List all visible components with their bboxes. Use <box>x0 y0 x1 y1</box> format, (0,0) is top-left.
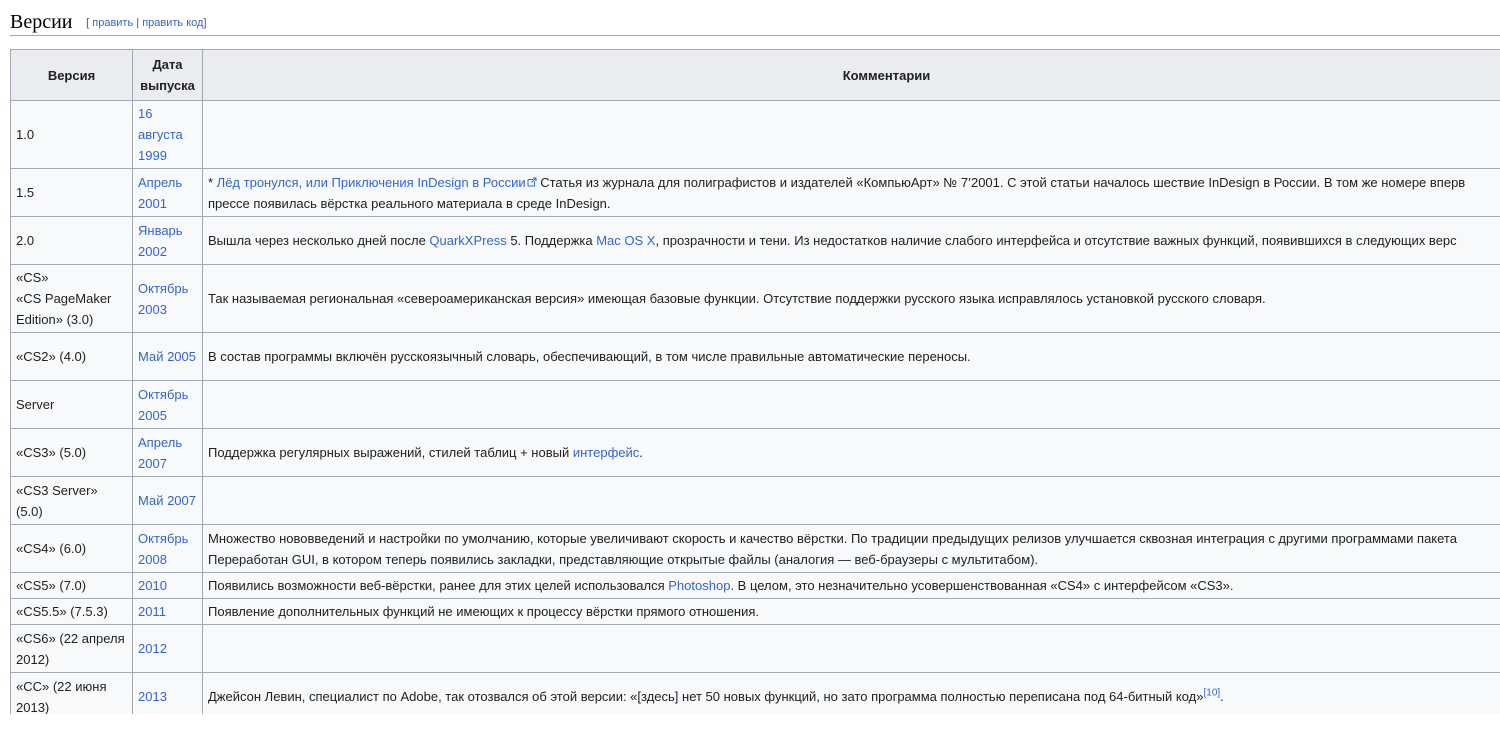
comment-text: Вышла через несколько дней после <box>208 233 430 248</box>
date-link[interactable]: 2011 <box>138 604 166 619</box>
date-cell <box>133 101 203 169</box>
date-link[interactable]: Май 2005 <box>138 349 196 364</box>
date-link[interactable]: Октябрь 2003 <box>138 280 189 317</box>
version-text: «CS5.5» (7.5.3) <box>16 604 108 619</box>
date-link[interactable]: Январь 2002 <box>138 222 183 259</box>
version-cell <box>11 477 133 525</box>
comment-text: . В целом, это незначительно усовершенствованная «CS4» с интерфейсом «CS3». <box>730 578 1234 593</box>
date-link[interactable]: Октябрь 2008 <box>138 530 189 567</box>
comment-cell <box>203 381 1500 429</box>
reference-sup <box>1203 688 1220 699</box>
date-cell <box>133 429 203 477</box>
table-row <box>11 599 1500 625</box>
header-version[interactable]: Версия <box>11 50 133 101</box>
table-row <box>11 477 1500 525</box>
version-text: «CS2» (4.0) <box>16 349 87 364</box>
table-row <box>11 333 1500 381</box>
reference-link[interactable]: [10] <box>1203 687 1221 699</box>
external-link-icon <box>527 177 537 187</box>
versions-table <box>10 49 1500 714</box>
table-row <box>11 429 1500 477</box>
header-date[interactable]: Дата выпуска <box>133 50 203 101</box>
version-cell <box>11 169 133 217</box>
date-link[interactable]: 2010 <box>138 578 167 593</box>
version-cell <box>11 573 133 599</box>
date-link[interactable]: Октябрь 2005 <box>138 386 189 423</box>
date-cell <box>133 265 203 333</box>
version-text: «CS3» (5.0) <box>16 445 87 460</box>
wiki-link[interactable]: QuarkXPress <box>429 233 507 248</box>
edit-separator: | <box>136 17 140 29</box>
comment-text: 5. Поддержка <box>506 233 597 248</box>
edit-link[interactable]: править <box>92 17 134 29</box>
date-link[interactable]: 16 августа 1999 <box>138 106 183 163</box>
date-link[interactable]: 2013 <box>138 689 167 704</box>
comment-cell <box>203 573 1500 599</box>
versions-table-wrap <box>10 49 1500 714</box>
version-text: 1.5 <box>16 185 35 200</box>
version-cell <box>11 525 133 573</box>
version-cell <box>11 673 133 715</box>
date-cell <box>133 573 203 599</box>
wiki-link[interactable]: Photoshop <box>668 578 731 593</box>
comment-cell <box>203 333 1500 381</box>
version-text: «CC» (22 июня 2013) <box>16 678 107 714</box>
date-cell <box>133 333 203 381</box>
table-row <box>11 101 1500 169</box>
edit-bracket-close: ] <box>203 17 207 29</box>
comment-text: Так называемая региональная «североамериканская версия» имеющая базовые функции. Отсутствие поддержки русского языка исправлялось установкой русского словаря. <box>208 291 1266 306</box>
edit-section-links <box>86 8 206 38</box>
date-link[interactable]: Апрель 2007 <box>138 434 183 471</box>
date-cell <box>133 673 203 715</box>
comment-cell <box>203 525 1500 573</box>
version-text: «CS» <box>16 270 49 285</box>
version-text: «CS3 Server» (5.0) <box>16 482 98 519</box>
date-cell <box>133 625 203 673</box>
table-row <box>11 169 1500 217</box>
date-cell <box>133 599 203 625</box>
edit-code-link[interactable]: править код <box>142 17 204 29</box>
version-text: «CS PageMaker Edition» (3.0) <box>16 291 112 327</box>
comment-text: В состав программы включён русскоязычный словарь, обеспечивающий, в том числе правильные автоматические переносы. <box>208 349 971 364</box>
version-cell <box>11 625 133 673</box>
external-link[interactable]: Лёд тронулся, или Приключения InDesign в России <box>216 174 526 190</box>
comment-cell <box>203 477 1500 525</box>
version-text: «CS5» (7.0) <box>16 578 87 593</box>
date-cell <box>133 217 203 265</box>
wiki-link[interactable]: интерфейс <box>572 445 640 460</box>
version-cell <box>11 599 133 625</box>
table-row <box>11 525 1500 573</box>
date-cell <box>133 477 203 525</box>
version-cell <box>11 333 133 381</box>
date-link[interactable]: 2012 <box>138 641 167 656</box>
edit-bracket-open: [ <box>86 17 90 29</box>
version-cell <box>11 265 133 333</box>
comment-text: . <box>1220 689 1224 704</box>
section-title: Версии <box>10 11 73 33</box>
comment-text: , прозрачности и тени. Из недостатков наличие слабого интерфейса и отсутствие важных функций, появившихся в следующих верс <box>655 233 1457 248</box>
comment-text: Появились возможности веб-вёрстки, ранее для этих целей использовался <box>208 578 669 593</box>
version-text: 1.0 <box>16 127 35 142</box>
version-cell <box>11 217 133 265</box>
comment-cell <box>203 169 1500 217</box>
date-cell <box>133 381 203 429</box>
version-text: «CS4» (6.0) <box>16 541 87 556</box>
comment-text: Статья из журнала для полиграфистов и издателей «КомпьюАрт» № 7’2001. С этой статьи началось шествие InDesign в России. В том же номере вперв <box>536 174 1466 190</box>
date-cell <box>133 169 203 217</box>
comment-cell <box>203 599 1500 625</box>
table-row <box>11 381 1500 429</box>
comment-text: Поддержка регулярных выражений, стилей таблиц + новый <box>208 445 573 460</box>
version-text: 2.0 <box>16 233 35 248</box>
date-link[interactable]: Апрель 2001 <box>138 174 183 211</box>
version-cell <box>11 101 133 169</box>
comment-cell <box>203 217 1500 265</box>
comment-text: Джейсон Левин, специалист по Adobe, так отозвался об этой версии: «[здесь] нет 50 новых функций, но зато программа полностью переписана под 64-битный код» <box>208 689 1204 704</box>
comment-text: Переработан GUI, в котором теперь появились закладки, представляющие открытые файлы (аналогия — веб-браузеры с мультитабом). <box>208 551 1039 567</box>
version-text: «CS6» (22 апреля 2012) <box>16 630 125 667</box>
comment-cell <box>203 673 1500 715</box>
table-body <box>11 101 1500 715</box>
comment-cell <box>203 101 1500 169</box>
comment-text: прессе появилась вёрстка реального материала в среде InDesign. <box>208 195 611 211</box>
comment-text: . <box>639 445 643 460</box>
comment-cell <box>203 265 1500 333</box>
table-row <box>11 217 1500 265</box>
version-text: Server <box>16 397 55 412</box>
table-header-row <box>11 50 1500 101</box>
header-comment[interactable]: Комментарии <box>203 50 1500 101</box>
date-cell <box>133 525 203 573</box>
comment-cell <box>203 625 1500 673</box>
comment-text: Появление дополнительных функций не имеющих к процессу вёрстки прямого отношения. <box>208 604 760 619</box>
section-heading <box>10 8 1500 36</box>
wiki-link[interactable]: Mac OS X <box>596 233 656 248</box>
version-cell <box>11 381 133 429</box>
date-link[interactable]: Май 2007 <box>138 493 196 508</box>
comment-text: * <box>208 174 217 190</box>
comment-text: Множество нововведений и настройки по умолчанию, которые увеличивают скорость и качество вёрстки. По традиции предыдущих релизов улучшается сквозная интеграция с другими программами пакета <box>208 530 1457 546</box>
version-cell <box>11 429 133 477</box>
table-row <box>11 625 1500 673</box>
table-row <box>11 265 1500 333</box>
comment-cell <box>203 429 1500 477</box>
table-row <box>11 673 1500 715</box>
table-row <box>11 573 1500 599</box>
